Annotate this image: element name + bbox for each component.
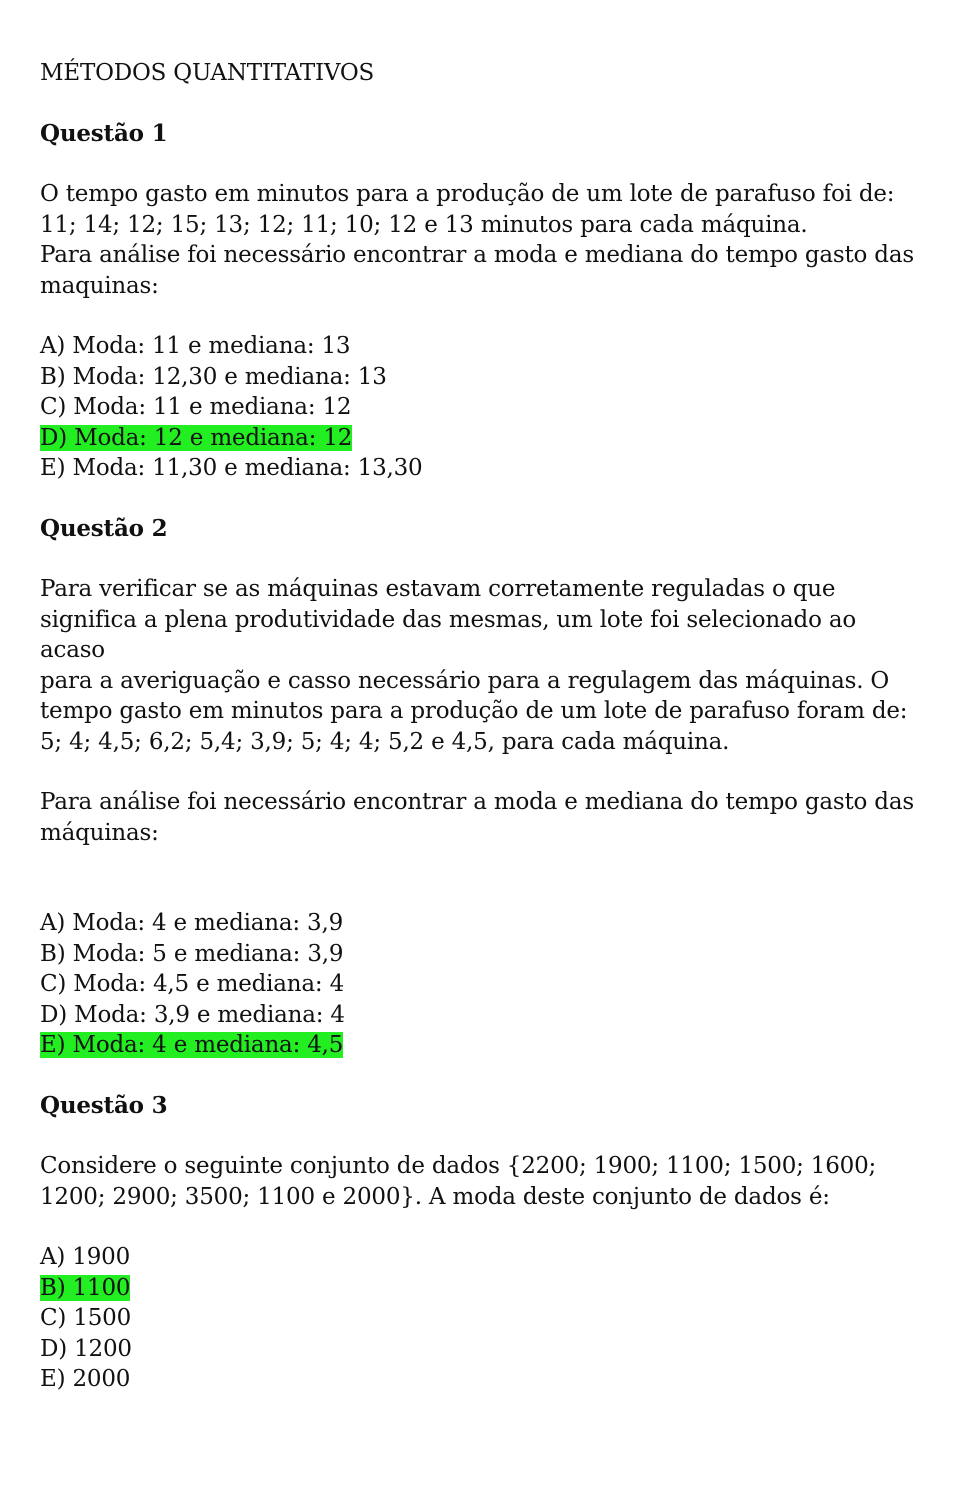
option-b: [40, 362, 920, 393]
option-text: B) Moda: 12,30 e mediana: 13: [40, 363, 387, 390]
option-d: [40, 423, 920, 454]
option-text: C) 1500: [40, 1305, 132, 1331]
stem-line: 11; 14; 12; 15; 13; 12; 11; 10; 12 e 13 minutos para cada máquina.: [40, 211, 808, 238]
option-d: [40, 1000, 920, 1031]
option-e: [40, 1364, 920, 1395]
option-text: D) 1200: [40, 1335, 132, 1362]
option-a: [40, 331, 920, 362]
document-page: [40, 58, 920, 1425]
option-a: [40, 908, 920, 939]
correct-answer-highlight: B) 1100: [40, 1274, 131, 1301]
question-stem: [40, 179, 920, 301]
option-a: [40, 1242, 920, 1273]
stem-line: Para análise foi necessário encontrar a moda e mediana do tempo gasto das: [40, 789, 914, 815]
correct-answer-highlight: E) Moda: 4 e mediana: 4,5: [40, 1032, 344, 1058]
option-b: [40, 939, 920, 970]
stem-line: O tempo gasto em minutos para a produção de um lote de parafuso foi de:: [40, 181, 895, 207]
answer-options: [40, 908, 920, 1061]
stem-line: máquinas:: [40, 819, 159, 846]
document-title: MÉTODOS QUANTITATIVOS: [40, 60, 375, 86]
stem-line: para a averiguação e casso necessário para a regulagem das máquinas. O: [40, 667, 890, 694]
stem-line: tempo gasto em minutos para a produção de um lote de parafuso foram de:: [40, 698, 908, 724]
stem-line: Para análise foi necessário encontrar a moda e mediana do tempo gasto das: [40, 242, 914, 268]
option-text: A) Moda: 4 e mediana: 3,9: [40, 910, 344, 936]
option-text: C) Moda: 4,5 e mediana: 4: [40, 971, 345, 997]
question-heading: Questão 3: [40, 1091, 168, 1119]
option-e: [40, 1030, 920, 1061]
answer-options: [40, 1242, 920, 1395]
option-text: A) 1900: [40, 1244, 131, 1270]
question-2: [40, 514, 920, 1061]
option-c: [40, 392, 920, 423]
correct-answer-highlight: D) Moda: 12 e mediana: 12: [40, 424, 353, 451]
stem-line: significa a plena produtividade das mesmas, um lote foi selecionado ao acaso: [40, 606, 856, 663]
option-c: [40, 1303, 920, 1334]
question-stem: [40, 1151, 920, 1212]
stem-line: 5; 4; 4,5; 6,2; 5,4; 3,9; 5; 4; 4; 5,2 e 4,5, para cada máquina.: [40, 728, 730, 755]
option-text: E) 2000: [40, 1366, 131, 1392]
answer-options: [40, 331, 920, 484]
option-c: [40, 969, 920, 1000]
option-b: [40, 1273, 920, 1304]
option-e: [40, 453, 920, 484]
option-text: C) Moda: 11 e mediana: 12: [40, 394, 352, 420]
stem-line: Para verificar se as máquinas estavam corretamente reguladas o que: [40, 576, 836, 602]
question-1: [40, 119, 920, 484]
stem-line: 1200; 2900; 3500; 1100 e 2000}. A moda deste conjunto de dados é:: [40, 1183, 830, 1210]
option-d: [40, 1334, 920, 1365]
stem-line: maquinas:: [40, 272, 159, 299]
option-text: A) Moda: 11 e mediana: 13: [40, 333, 351, 359]
question-stem-continued: [40, 787, 920, 848]
question-heading: Questão 2: [40, 514, 168, 542]
question-heading: Questão 1: [40, 119, 168, 147]
question-3: [40, 1091, 920, 1395]
option-text: B) Moda: 5 e mediana: 3,9: [40, 940, 344, 967]
question-stem: [40, 574, 920, 757]
stem-line: Considere o seguinte conjunto de dados {2200; 1900; 1100; 1500; 1600;: [40, 1153, 877, 1179]
option-text: E) Moda: 11,30 e mediana: 13,30: [40, 455, 423, 481]
option-text: D) Moda: 3,9 e mediana: 4: [40, 1001, 345, 1028]
